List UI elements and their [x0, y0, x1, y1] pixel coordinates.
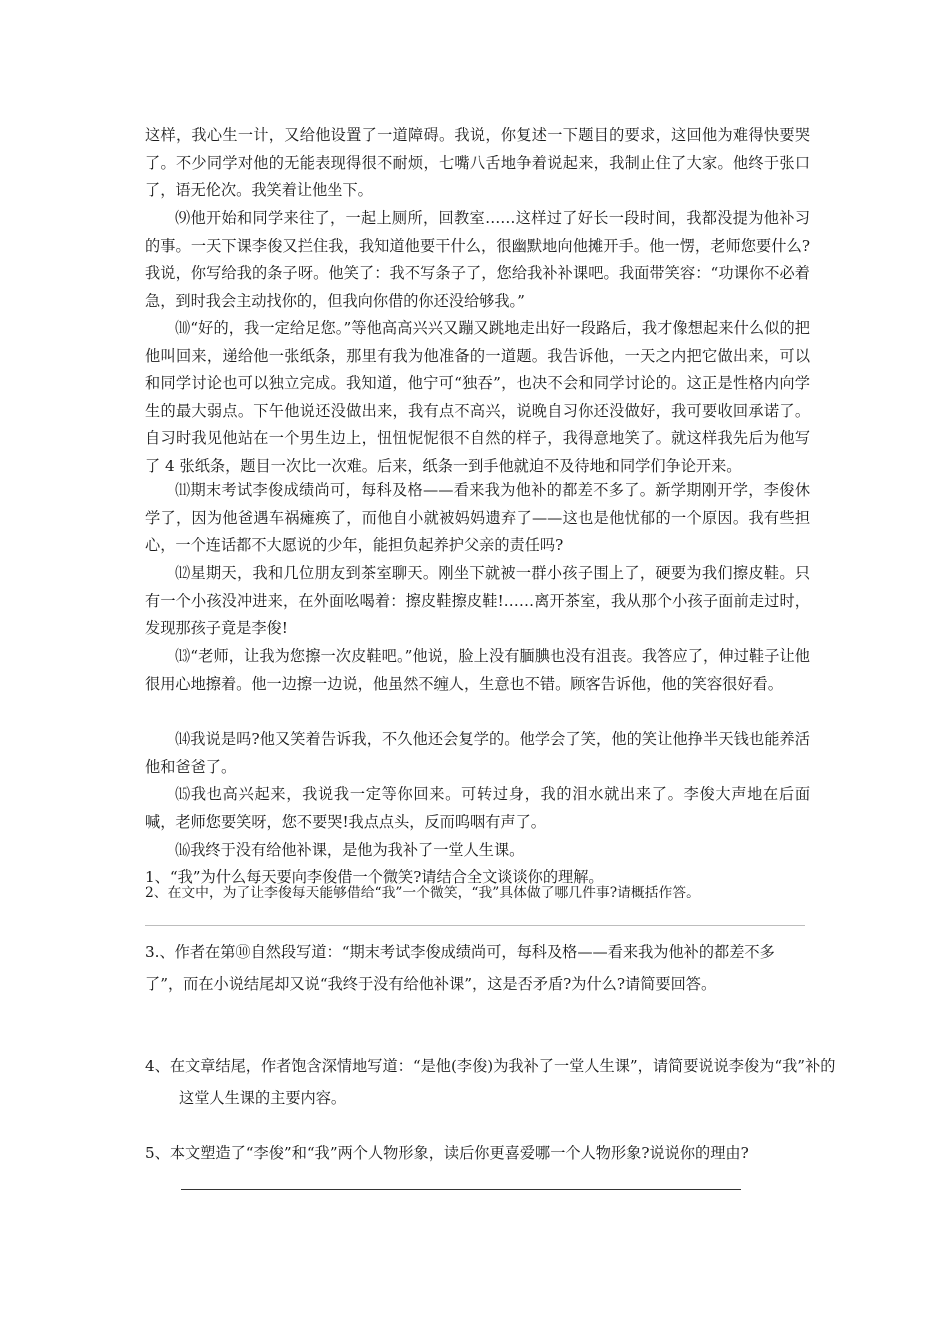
answer-line-q2[interactable] [145, 925, 805, 926]
paragraph-14: ⒁我说是吗?他又笑着告诉我，不久他还会复学的。他学会了笑，他的笑让他挣半天钱也能养活他和爸爸了。 [145, 730, 810, 776]
question-4: 4、在文章结尾，作者饱含深情地写道：“是他(李俊)为我补了一堂人生课”，请简要说说李俊为“我”补的这堂人生课的主要内容。 [145, 1057, 836, 1107]
paragraph-10: ⑽“好的，我一定给足您。”等他高高兴兴又蹦又跳地走出好一段路后，我才像想起来什么似的把他叫回来，递给他一张纸条，那里有我为他准备的一道题。我告诉他，一天之内把它做出来，可以和同学讨论也可以独立完成。我知道，他宁可“独吞”，也决不会和同学讨论的。这正是性格内向学生的最大弱点。下午他说还没做出来，我有点不高兴，说晚自习你还没做好，我可要收回承诺了。自习时我见他站在一个男生边上，忸忸怩怩很不自然的样子，我得意地笑了。就这样我先后为他写了 4 张纸条，题目一次比一次难。后来，纸条一到手他就迫不及待地和同学们争论开来。 [145, 319, 810, 475]
paragraph-8-continuation: 这样，我心生一计，又给他设置了一道障碍。我说，你复述一下题目的要求，这回他为难得快要哭了。不少同学对他的无能表现得很不耐烦，七嘴八舌地争着说起来，我制止住了大家。他终于张口了，语无伦次。我笑着让他坐下。 [145, 126, 810, 200]
paragraph-15: ⒂我也高兴起来，我说我一定等你回来。可转过身，我的泪水就出来了。李俊大声地在后面喊，老师您要笑呀，您不要哭!我点点头，反而呜咽有声了。 [145, 785, 810, 831]
question-2: 2、在文中，为了让李俊每天能够借给“我”一个微笑，“我”具体做了哪几件事?请概括作答。 [145, 885, 700, 901]
paragraph-9: ⑼他开始和同学来往了，一起上厕所，回教室……这样过了好长一段时间，我都没提为他补习的事。一天下课李俊又拦住我，我知道他要干什么，很幽默地向他摊开手。他一愣，老师您要什么?我说，你写给我的条子呀。他笑了：我不写条子了，您给我补补课吧。我面带笑容：“功课你不必着急，到时我会主动找你的，但我向你借的你还没给够我。” [145, 209, 810, 310]
paragraph-12: ⑿星期天，我和几位朋友到茶室聊天。刚坐下就被一群小孩子围上了，硬要为我们擦皮鞋。只有一个小孩没冲进来，在外面吆喝着：擦皮鞋擦皮鞋!……离开茶室，我从那个小孩子面前走过时，发现那孩子竟是李俊! [145, 564, 810, 638]
paragraph-11: ⑾期末考试李俊成绩尚可，每科及格——看来我为他补的都差不多了。新学期刚开学，李俊休学了，因为他爸遇车祸瘫痪了，而他自小就被妈妈遗弃了——这也是他忧郁的一个原因。我有些担心，一个连话都不大愿说的少年，能担负起养护父亲的责任吗? [145, 481, 810, 555]
paragraph-16: ⒃我终于没有给他补课，是他为我补了一堂人生课。 [175, 841, 525, 859]
paragraph-13: ⒀“老师，让我为您擦一次皮鞋吧。”他说，脸上没有腼腆也没有沮丧。我答应了，伸过鞋子让他很用心地擦着。他一边擦一边说，他虽然不缠人，生意也不错。顾客告诉他，他的笑容很好看。 [145, 647, 810, 693]
answer-blank-q5[interactable] [181, 1189, 741, 1190]
question-1: 1、“我”为什么每天要向李俊借一个微笑?请结合全文谈谈你的理解。 [145, 868, 604, 886]
question-3: 3.、作者在第⑩自然段写道：“期末考试李俊成绩尚可，每科及格——看来我为他补的都差不多了”，而在小说结尾却又说“我终于没有给他补课”，这是否矛盾?为什么?请简要回答。 [145, 943, 775, 993]
question-5-text: 5、本文塑造了“李俊”和“我”两个人物形象，读后你更喜爱哪一个人物形象?说说你的理由? [145, 1144, 749, 1162]
question-5 [145, 1137, 844, 1201]
